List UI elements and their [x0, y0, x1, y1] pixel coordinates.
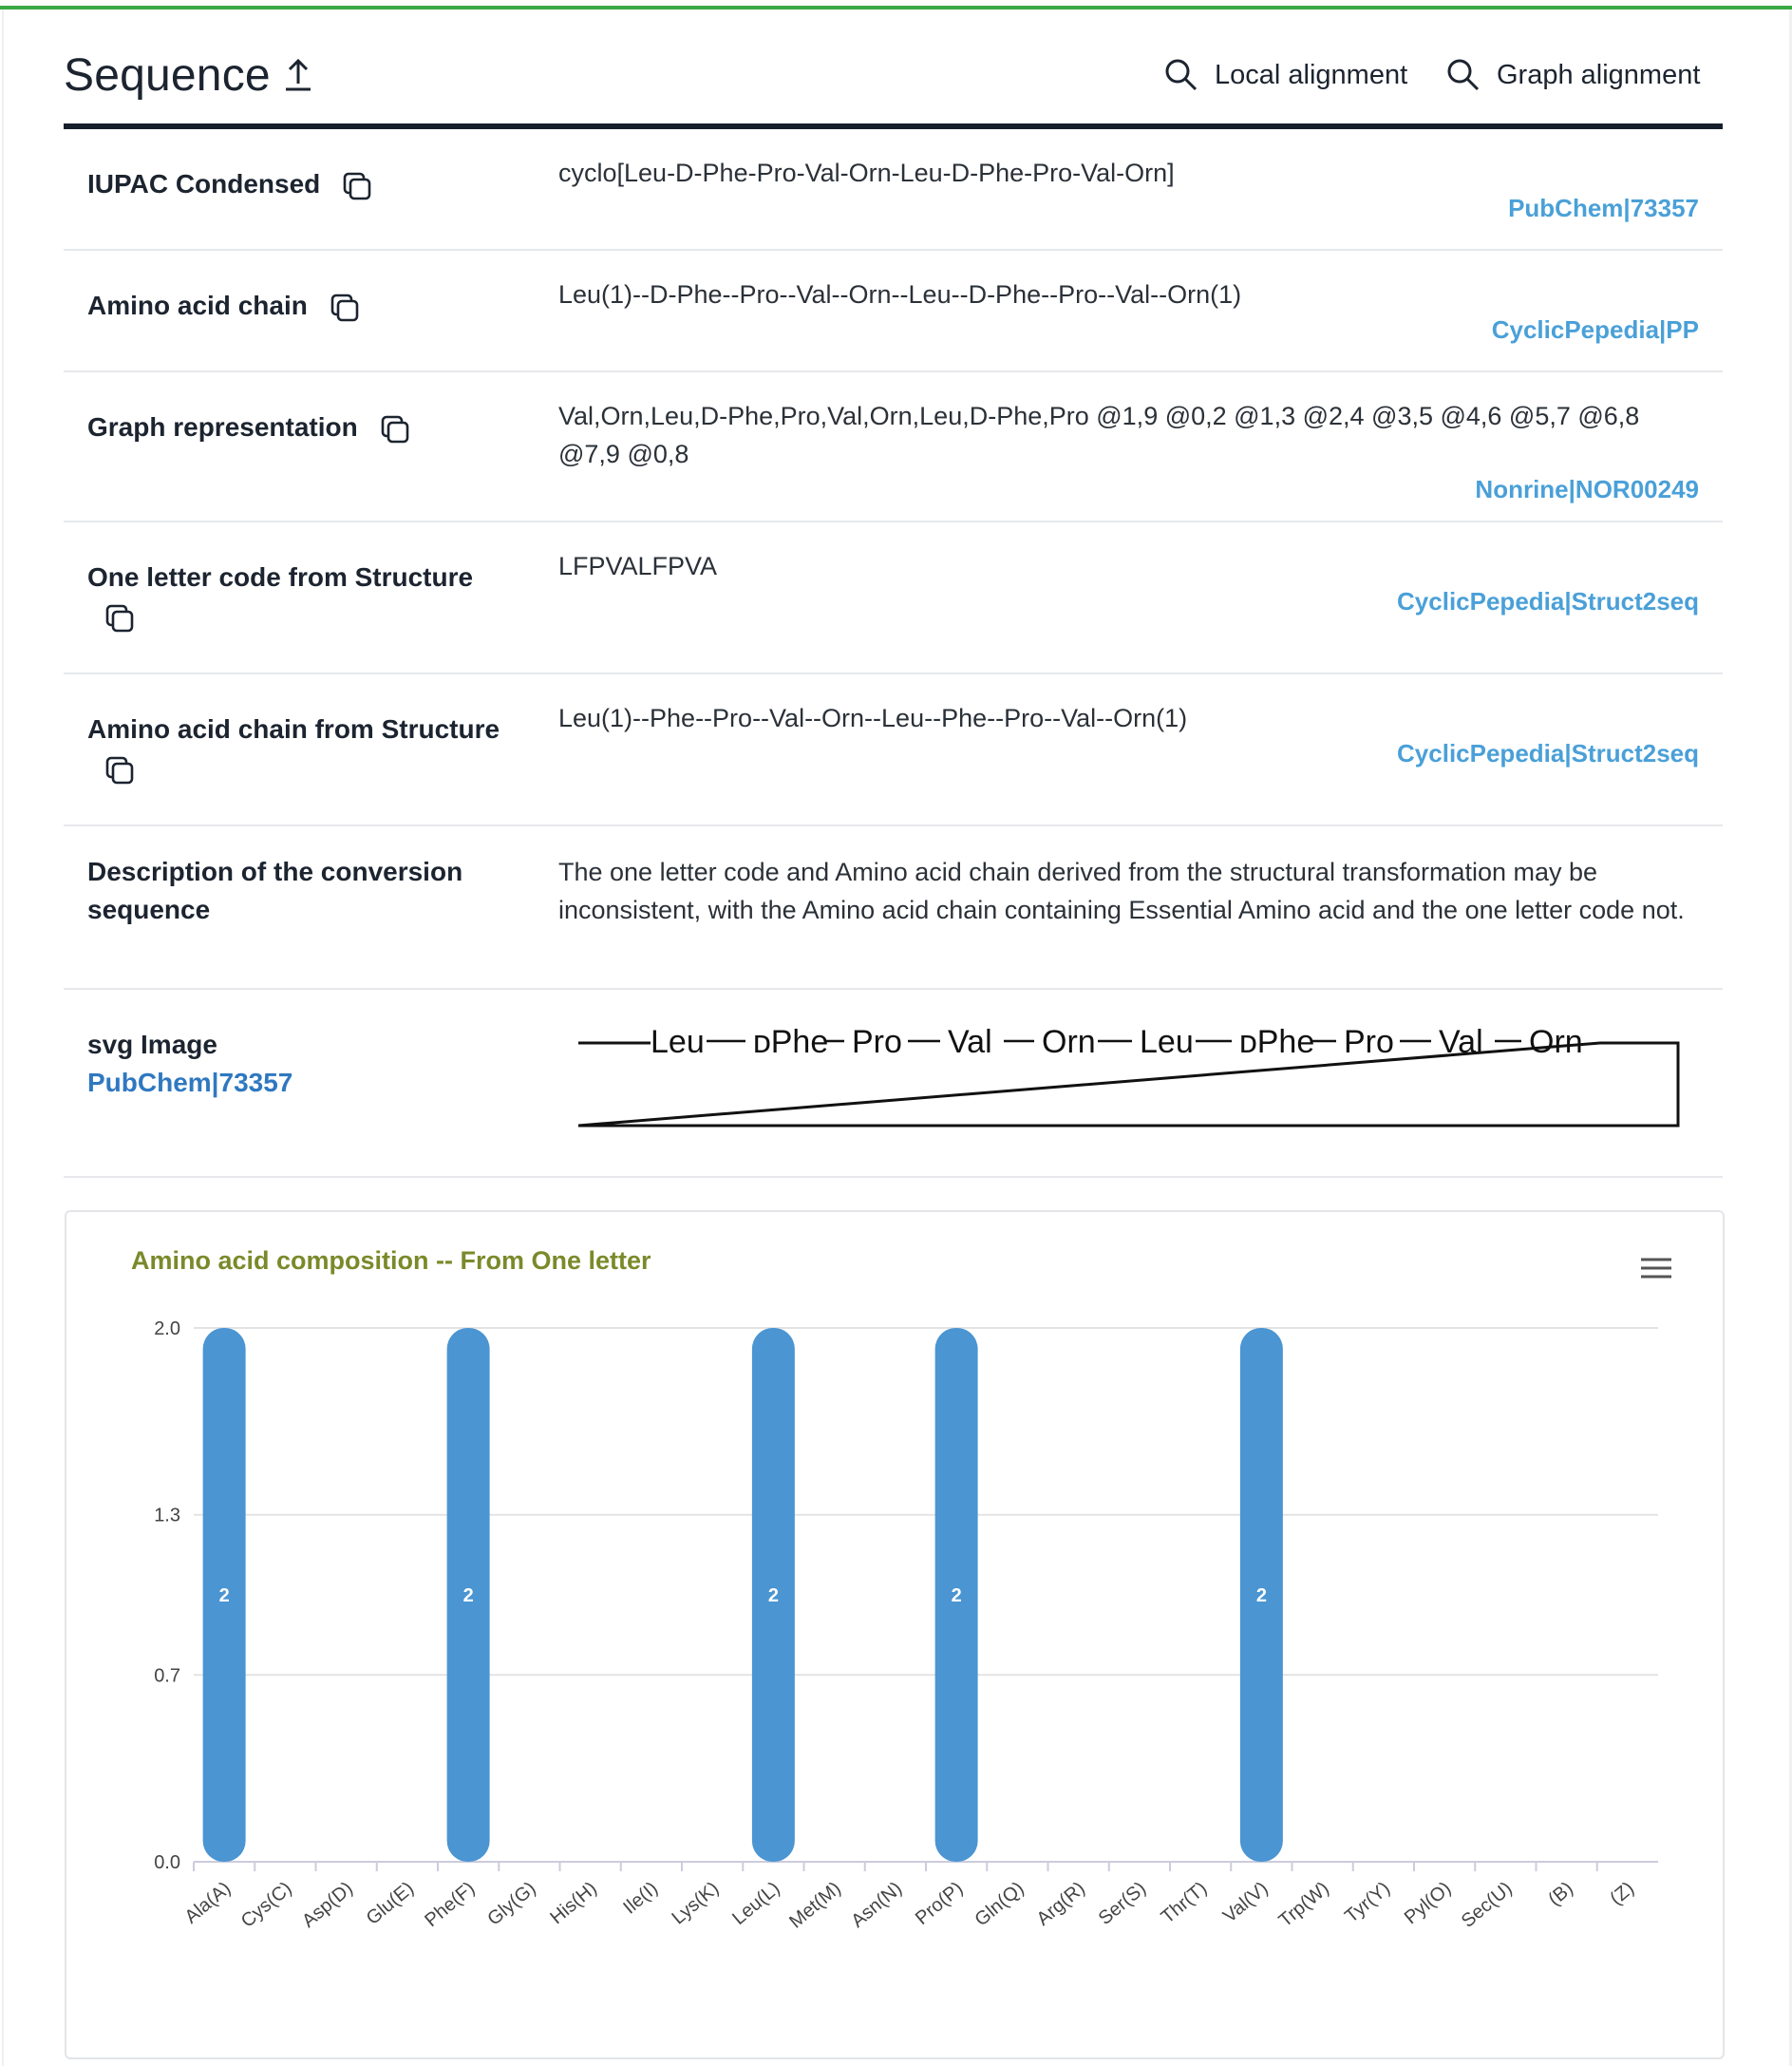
row-label: [87, 408, 411, 446]
local-alignment-label: Local alignment: [1215, 59, 1408, 90]
frame-left-border: [2, 9, 4, 2066]
row-svg-image: [64, 990, 1723, 1178]
description-value: The one letter code and Amino acid chain derived from the structural transformation may be inconsistent, with the Amino acid chain containing Essential Amino acid and the one letter code not.: [558, 858, 1685, 924]
residue-6: ᴅPhe: [1239, 1028, 1315, 1060]
cyclic-peptide-diagram: [575, 1028, 1686, 1142]
row-chain-from-structure: [64, 674, 1723, 826]
residue-1: ᴅPhe: [753, 1028, 829, 1060]
y-tick-label: 0.0: [154, 1852, 180, 1873]
x-tick-label: Val(V): [1219, 1877, 1273, 1927]
chain-struct-label: Amino acid chain from Structure: [87, 714, 500, 744]
y-tick-label: 2.0: [154, 1318, 180, 1339]
residue-5: Leu: [1140, 1028, 1194, 1060]
chain-struct-value: Leu(1)--Phe--Pro--Val--Orn--Leu--Phe--Pro--Val--Orn(1): [558, 704, 1188, 732]
chain-struct-source-link[interactable]: CyclicPepedia|Struct2seq: [1397, 739, 1699, 768]
bar-value-label: 2: [462, 1585, 474, 1606]
x-tick-label: Pro(P): [911, 1877, 968, 1929]
x-tick-label: Gln(Q): [971, 1877, 1028, 1931]
sequence-header: [64, 49, 1723, 125]
graph-value: Val,Orn,Leu,D-Phe,Pro,Val,Orn,Leu,D-Phe,Pro @1,9 @0,2 @1,3 @2,4 @3,5 @4,6 @5,7 @6,8 @7,9 @0,8: [558, 402, 1640, 468]
one-letter-value: LFPVALFPVA: [558, 552, 718, 580]
description-label: Description of the conversion sequence: [87, 857, 463, 924]
amino-acid-composition-chart: [65, 1210, 1725, 2059]
row-amino-acid-chain: [64, 251, 1723, 372]
x-tick-label: Ala(A): [180, 1877, 236, 1928]
x-tick-label: Thr(T): [1157, 1877, 1212, 1928]
x-tick-label: Tyr(Y): [1341, 1877, 1395, 1927]
row-iupac: [64, 129, 1723, 251]
x-tick-label: Lys(K): [668, 1877, 724, 1929]
svg-source-link[interactable]: PubChem|73357: [87, 1068, 293, 1097]
top-accent-line: [0, 6, 1792, 9]
one-letter-source-link[interactable]: CyclicPepedia|Struct2seq: [1397, 587, 1699, 616]
copy-icon[interactable]: [329, 292, 361, 324]
bar-value-label: 2: [218, 1585, 230, 1606]
x-tick-label: Sec(U): [1457, 1877, 1517, 1932]
x-tick-label: Trp(W): [1274, 1877, 1333, 1932]
search-icon: [1163, 57, 1199, 93]
row-one-letter-code: [64, 522, 1723, 674]
copy-icon[interactable]: [104, 602, 136, 635]
svg-image-label: svg Image: [87, 1030, 217, 1059]
graph-alignment-label: Graph alignment: [1497, 59, 1701, 90]
x-tick-label: (B): [1544, 1877, 1577, 1910]
x-tick-label: Arg(R): [1032, 1877, 1089, 1930]
bar-value-label: 2: [1255, 1585, 1267, 1606]
x-tick-label: His(H): [546, 1877, 601, 1929]
y-tick-label: 1.3: [154, 1505, 180, 1526]
iupac-value: cyclo[Leu-D-Phe-Pro-Val-Orn-Leu-D-Phe-Pro-Val-Orn]: [558, 159, 1175, 187]
x-tick-label: Phe(F): [421, 1877, 480, 1932]
page-title: Sequence: [64, 50, 271, 101]
row-description: [64, 826, 1723, 990]
residue-8: Val: [1439, 1028, 1483, 1060]
row-label: [87, 165, 373, 203]
x-tick-label: Asn(N): [847, 1877, 907, 1932]
x-tick-label: (Z): [1606, 1877, 1639, 1910]
residue-0: Leu: [651, 1028, 705, 1060]
residue-2: Pro: [852, 1028, 902, 1060]
upload-icon[interactable]: [282, 55, 314, 93]
bar-value-label: 2: [767, 1585, 779, 1606]
graph-alignment-button[interactable]: [1445, 57, 1700, 93]
graph-label: Graph representation: [87, 412, 358, 442]
copy-icon[interactable]: [104, 754, 136, 787]
chain-value: Leu(1)--D-Phe--Pro--Val--Orn--Leu--D-Phe--Pro--Val--Orn(1): [558, 280, 1242, 309]
chart-plot: [66, 1212, 1723, 2057]
residue-4: Orn: [1042, 1028, 1096, 1060]
y-tick-label: 0.7: [154, 1665, 180, 1687]
search-icon: [1445, 57, 1481, 93]
residue-3: Val: [948, 1028, 992, 1060]
x-tick-label: Asp(D): [298, 1877, 357, 1932]
chart-title: Amino acid composition -- From One letter: [131, 1246, 651, 1275]
x-tick-label: Met(M): [785, 1877, 845, 1933]
residue-7: Pro: [1344, 1028, 1394, 1060]
x-tick-label: Ser(S): [1094, 1877, 1151, 1929]
local-alignment-button[interactable]: [1163, 57, 1407, 93]
iupac-source-link[interactable]: PubChem|73357: [1508, 194, 1699, 222]
x-tick-label: Glu(E): [362, 1877, 419, 1929]
one-letter-label: One letter code from Structure: [87, 562, 474, 592]
iupac-label: IUPAC Condensed: [87, 169, 321, 199]
x-tick-label: Gly(G): [483, 1877, 540, 1930]
bar-value-label: 2: [951, 1585, 962, 1606]
x-tick-label: Pyl(O): [1400, 1877, 1456, 1929]
chain-source-link[interactable]: CyclicPepedia|PP: [1491, 315, 1699, 344]
sequence-table: [64, 129, 1723, 1178]
copy-icon[interactable]: [341, 170, 373, 202]
x-tick-label: Ile(I): [619, 1877, 663, 1919]
row-graph-representation: [64, 372, 1723, 522]
copy-icon[interactable]: [379, 413, 411, 445]
residue-9: Orn: [1529, 1028, 1583, 1060]
row-label: [87, 287, 361, 325]
graph-source-link[interactable]: Nonrine|NOR00249: [1475, 475, 1699, 503]
x-tick-label: Cys(C): [236, 1877, 296, 1932]
chain-label: Amino acid chain: [87, 291, 308, 320]
x-tick-label: Leu(L): [728, 1877, 784, 1929]
